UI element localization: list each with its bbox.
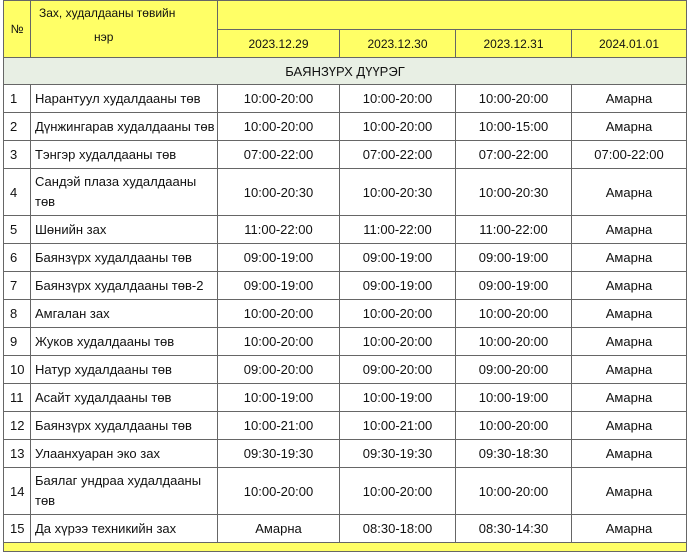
market-name: Шөнийн зах (31, 216, 218, 244)
row-number: 8 (4, 300, 31, 328)
market-name: Да хүрээ техникийн зах (31, 515, 218, 543)
table-row (4, 412, 687, 440)
hours-dec30: 11:00-22:00 (340, 216, 456, 244)
hours-dec31: 10:00-20:00 (456, 468, 572, 515)
hours-jan01: Амарна (572, 113, 687, 141)
row-number: 12 (4, 412, 31, 440)
table-row (4, 113, 687, 141)
row-number: 6 (4, 244, 31, 272)
header-dates-span (218, 1, 687, 30)
market-name: Натур худалдааны төв (31, 356, 218, 384)
header-row-top (4, 1, 687, 30)
header-date: 2023.12.30 (340, 30, 456, 58)
hours-dec30: 10:00-20:00 (340, 300, 456, 328)
hours-dec31: 11:00-22:00 (456, 216, 572, 244)
hours-dec31: 09:00-19:00 (456, 244, 572, 272)
hours-dec30: 09:00-20:00 (340, 356, 456, 384)
hours-jan01: 07:00-22:00 (572, 141, 687, 169)
hours-dec31: 09:00-20:00 (456, 356, 572, 384)
hours-dec30: 10:00-20:00 (340, 328, 456, 356)
district-title: БАЯНЗҮРХ ДҮҮРЭГ (4, 58, 687, 85)
hours-jan01: Амарна (572, 244, 687, 272)
hours-dec30: 09:30-19:30 (340, 440, 456, 468)
hours-dec30: 09:00-19:00 (340, 272, 456, 300)
hours-dec29: 10:00-19:00 (218, 384, 340, 412)
market-name: Баянзүрх худалдааны төв (31, 412, 218, 440)
row-number: 11 (4, 384, 31, 412)
hours-dec31: 09:30-18:30 (456, 440, 572, 468)
hours-dec31: 10:00-20:00 (456, 300, 572, 328)
hours-dec30: 10:00-19:00 (340, 384, 456, 412)
hours-jan01: Амарна (572, 169, 687, 216)
row-number: 7 (4, 272, 31, 300)
hours-dec29: 09:00-19:00 (218, 244, 340, 272)
hours-dec29: 10:00-20:30 (218, 169, 340, 216)
market-schedule-table (3, 0, 687, 552)
next-section-cell (4, 543, 687, 552)
hours-dec31: 10:00-19:00 (456, 384, 572, 412)
district-row (4, 58, 687, 85)
hours-jan01: Амарна (572, 300, 687, 328)
row-number: 5 (4, 216, 31, 244)
hours-dec29: 11:00-22:00 (218, 216, 340, 244)
row-number: 9 (4, 328, 31, 356)
hours-jan01: Амарна (572, 272, 687, 300)
hours-jan01: Амарна (572, 384, 687, 412)
hours-dec29: 09:00-19:00 (218, 272, 340, 300)
hours-dec31: 09:00-19:00 (456, 272, 572, 300)
row-number: 14 (4, 468, 31, 515)
market-name: Тэнгэр худалдааны төв (31, 141, 218, 169)
market-name: Асайт худалдааны төв (31, 384, 218, 412)
hours-dec31: 10:00-20:00 (456, 412, 572, 440)
market-name: Дүнжингарав худалдааны төв (31, 113, 218, 141)
hours-dec29: 09:30-19:30 (218, 440, 340, 468)
hours-dec29: 10:00-20:00 (218, 113, 340, 141)
table-row (4, 244, 687, 272)
hours-jan01: Амарна (572, 468, 687, 515)
hours-dec31: 10:00-20:00 (456, 328, 572, 356)
table-row (4, 141, 687, 169)
table-row (4, 272, 687, 300)
market-name: Жуков худалдааны төв (31, 328, 218, 356)
hours-jan01: Амарна (572, 216, 687, 244)
row-number: 10 (4, 356, 31, 384)
hours-dec31: 10:00-20:00 (456, 85, 572, 113)
table-row (4, 169, 687, 216)
hours-dec29: 10:00-20:00 (218, 85, 340, 113)
market-name: Нарантуул худалдааны төв (31, 85, 218, 113)
market-name: Сандэй плаза худалдааны төв (31, 169, 218, 216)
hours-dec29: Амарна (218, 515, 340, 543)
hours-dec30: 10:00-20:30 (340, 169, 456, 216)
hours-jan01: Амарна (572, 515, 687, 543)
market-name: Амгалан зах (31, 300, 218, 328)
hours-dec29: 10:00-20:00 (218, 468, 340, 515)
table-row (4, 356, 687, 384)
hours-jan01: Амарна (572, 328, 687, 356)
header-name-line2: нэр (94, 30, 114, 44)
hours-dec30: 08:30-18:00 (340, 515, 456, 543)
header-name (31, 1, 218, 58)
table-row (4, 440, 687, 468)
hours-dec31: 10:00-15:00 (456, 113, 572, 141)
table-row (4, 468, 687, 515)
header-name-line1: Зах, худалдааны төвийн (39, 6, 176, 20)
hours-dec31: 10:00-20:30 (456, 169, 572, 216)
hours-dec29: 10:00-20:00 (218, 328, 340, 356)
hours-dec31: 08:30-14:30 (456, 515, 572, 543)
hours-jan01: Амарна (572, 412, 687, 440)
table-row (4, 328, 687, 356)
table-row (4, 515, 687, 543)
market-name: Улаанхуаран эко зах (31, 440, 218, 468)
hours-dec30: 07:00-22:00 (340, 141, 456, 169)
hours-dec29: 10:00-21:00 (218, 412, 340, 440)
hours-dec30: 10:00-20:00 (340, 113, 456, 141)
market-name: Баялаг ундраа худалдааны төв (31, 468, 218, 515)
table-row (4, 216, 687, 244)
row-number: 3 (4, 141, 31, 169)
header-date: 2023.12.31 (456, 30, 572, 58)
row-number: 1 (4, 85, 31, 113)
hours-jan01: Амарна (572, 85, 687, 113)
row-number: 2 (4, 113, 31, 141)
hours-dec31: 07:00-22:00 (456, 141, 572, 169)
table-row (4, 85, 687, 113)
row-number: 4 (4, 169, 31, 216)
table-row (4, 300, 687, 328)
header-date: 2023.12.29 (218, 30, 340, 58)
row-number: 13 (4, 440, 31, 468)
hours-jan01: Амарна (572, 356, 687, 384)
header-date: 2024.01.01 (572, 30, 687, 58)
market-name: Баянзүрх худалдааны төв-2 (31, 272, 218, 300)
hours-dec30: 10:00-21:00 (340, 412, 456, 440)
hours-dec29: 10:00-20:00 (218, 300, 340, 328)
table-row (4, 384, 687, 412)
hours-dec30: 10:00-20:00 (340, 468, 456, 515)
hours-dec29: 09:00-20:00 (218, 356, 340, 384)
hours-jan01: Амарна (572, 440, 687, 468)
header-number: № (4, 1, 31, 58)
hours-dec30: 09:00-19:00 (340, 244, 456, 272)
row-number: 15 (4, 515, 31, 543)
hours-dec29: 07:00-22:00 (218, 141, 340, 169)
hours-dec30: 10:00-20:00 (340, 85, 456, 113)
market-name: Баянзүрх худалдааны төв (31, 244, 218, 272)
next-section-row (4, 543, 687, 552)
